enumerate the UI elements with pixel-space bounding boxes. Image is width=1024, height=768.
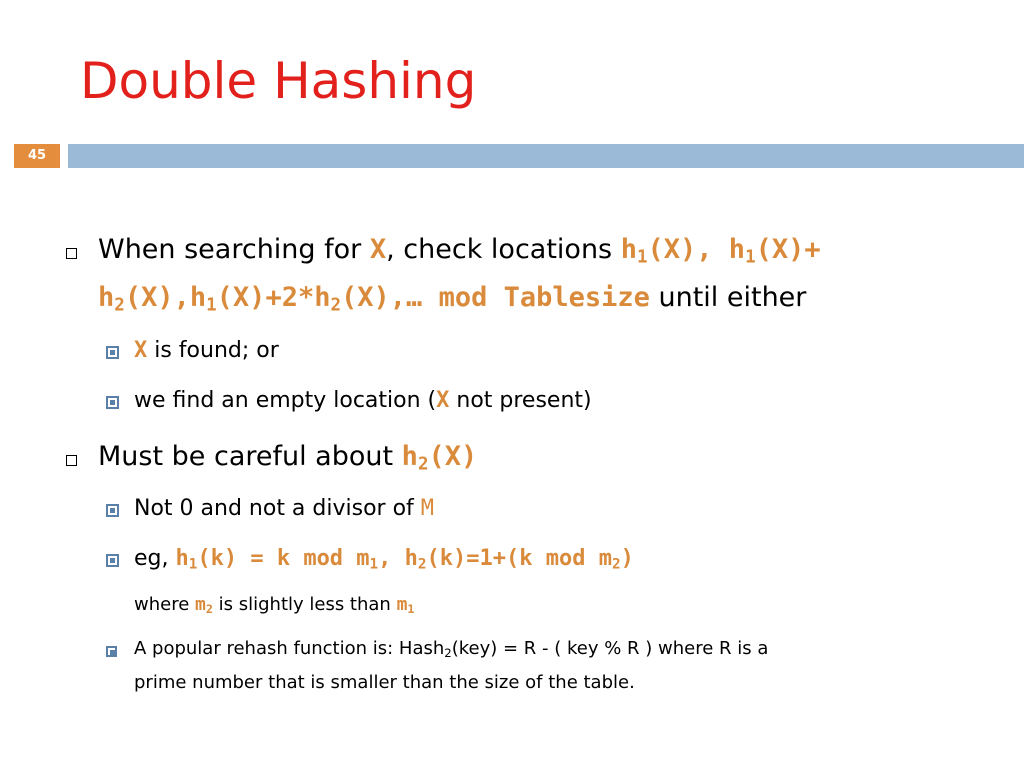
code-sequence: $h_2(X),h_1(X)+2*h_2(X),\dots$ mod Tablesize [98,282,650,316]
code-m: M [420,496,435,521]
rehash-text: A popular rehash function is: Hash [134,638,445,659]
filled-square-bullet-icon [106,346,119,359]
subbullet-text: is found; or [147,338,279,363]
code-m2: $m_2$ [195,594,213,616]
code-example: $h_1(k) = k$ mod $m_1$, $h_2(k)=1+(k$ mod $m_2$) [175,546,634,573]
code-h2x: $h_2(X)$ [401,441,478,475]
code-x: X [134,338,148,363]
subbullet-found [134,338,1024,363]
rehash-text: (key) = R - ( key % R ) where R is a [451,638,769,659]
rehash-text: prime number that is smaller than the size of the table. [134,672,635,693]
subbullet-example [134,546,1024,573]
square-bullet-icon [66,455,77,466]
subbullet-rehash-line1 [134,638,1024,660]
slide-number: 45 [14,144,60,168]
code-h1x: $h_1(X)$, $h_1(X)+$ [620,234,821,268]
subbullet-text: eg, [134,546,176,571]
header-band [68,144,1024,168]
bullet-text: Must be careful about [98,441,402,472]
rehash-sub: 2 [444,645,452,660]
bullet-text: until either [649,282,807,313]
bullet-text: , check locations [386,234,621,265]
code-x: X [369,234,387,265]
subbullet-text: we find an empty location ( [134,388,437,413]
filled-square-bullet-icon [106,396,119,409]
slide-title: Double Hashing [80,52,477,110]
subbullet-text: Not 0 and not a divisor of [134,496,421,521]
subbullet-rehash-line2 [134,672,1024,693]
square-bullet-icon [66,248,77,259]
subbullet-text: not present) [449,388,592,413]
example-where-note [134,594,1024,616]
bullet-text: When searching for [98,234,370,265]
filled-square-bullet-icon [106,646,117,657]
bullet-careful [98,441,1024,474]
note-text: is slightly less than [212,594,397,615]
code-m1: $m_1$ [396,594,415,616]
note-text: where [134,594,196,615]
bullet-search-line1 [98,234,1024,267]
bullet-search-line2 [98,282,1024,315]
code-x: X [436,388,450,413]
filled-square-bullet-icon [106,504,119,517]
subbullet-not-zero [134,496,1024,521]
filled-square-bullet-icon [106,554,119,567]
subbullet-empty [134,388,1024,413]
